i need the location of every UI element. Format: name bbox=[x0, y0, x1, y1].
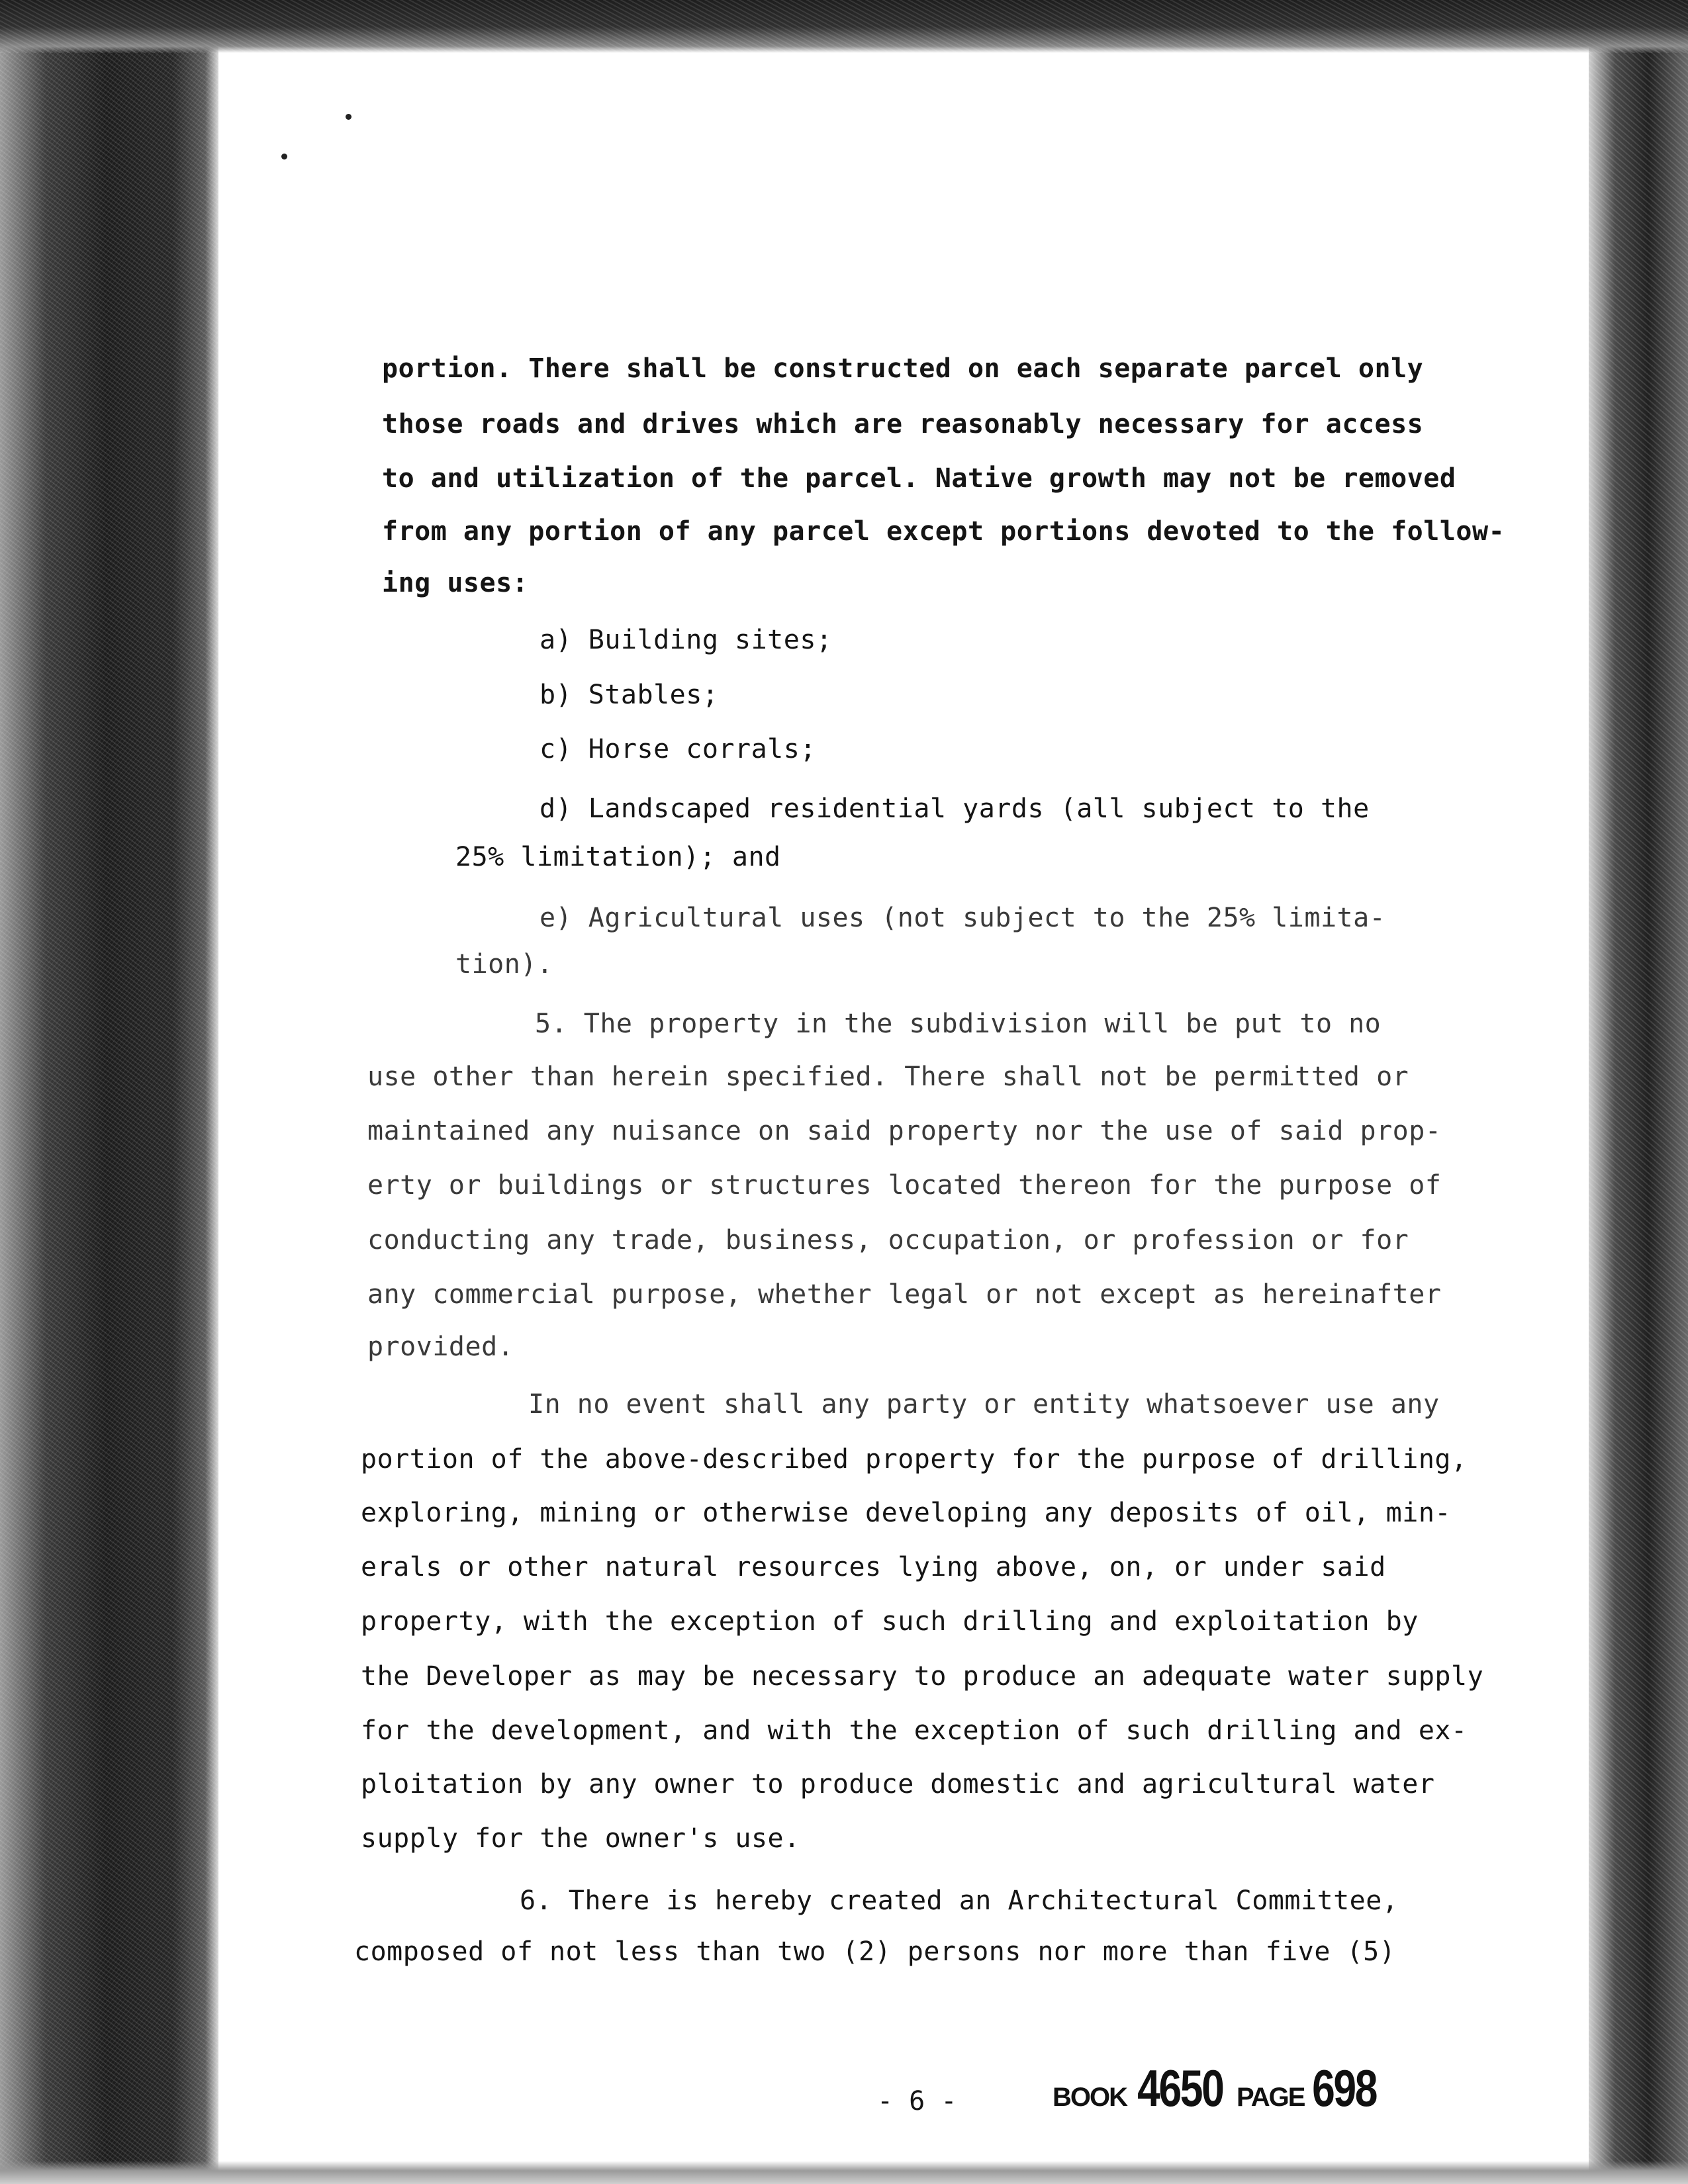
scan-speck bbox=[346, 114, 352, 120]
text-line: those roads and drives which are reasonably necessary for access bbox=[382, 409, 1424, 439]
scan-border-top bbox=[0, 0, 1688, 53]
scan-border-bottom bbox=[0, 2161, 1688, 2184]
stamp-book-number: 4650 bbox=[1137, 2059, 1223, 2117]
text-line: for the development, and with the exception of such drilling and ex- bbox=[361, 1715, 1468, 1746]
text-line: exploring, mining or otherwise developing any deposits of oil, min- bbox=[361, 1498, 1451, 1528]
list-item: d) Landscaped residential yards (all subject to the bbox=[539, 794, 1370, 824]
text-line: erty or buildings or structures located thereon for the purpose of bbox=[367, 1170, 1442, 1201]
list-item: e) Agricultural uses (not subject to the 25% limita- bbox=[539, 903, 1386, 933]
list-item: 25% limitation); and bbox=[455, 842, 781, 872]
text-line: ing uses: bbox=[382, 568, 529, 598]
text-line: to and utilization of the parcel. Native growth may not be removed bbox=[382, 463, 1456, 494]
text-line: from any portion of any parcel except portions devoted to the follow- bbox=[382, 516, 1505, 547]
text-line: maintained any nuisance on said property nor the use of said prop- bbox=[367, 1116, 1442, 1146]
text-line: 6. There is hereby created an Architectural Committee, bbox=[520, 1886, 1399, 1916]
list-item: c) Horse corrals; bbox=[539, 734, 816, 764]
text-line: any commercial purpose, whether legal or not except as hereinafter bbox=[367, 1279, 1442, 1310]
text-line: In no event shall any party or entity whatsoever use any bbox=[528, 1389, 1440, 1420]
stamp-book-label: BOOK bbox=[1053, 2083, 1127, 2112]
text-line: the Developer as may be necessary to produce an adequate water supply bbox=[361, 1661, 1484, 1692]
stamp-page-label: PAGE bbox=[1236, 2083, 1305, 2112]
scan-border-right bbox=[1589, 0, 1688, 2184]
text-line: provided. bbox=[367, 1332, 514, 1362]
text-line: erals or other natural resources lying above, on, or under said bbox=[361, 1552, 1386, 1582]
text-line: portion. There shall be constructed on each separate parcel only bbox=[382, 353, 1424, 384]
text-line: supply for the owner's use. bbox=[361, 1823, 800, 1854]
stamp-page-number: 698 bbox=[1312, 2059, 1377, 2117]
text-line: 5. The property in the subdivision will be put to no bbox=[535, 1009, 1382, 1039]
scan-speck bbox=[281, 154, 287, 159]
scan-border-left bbox=[0, 0, 218, 2184]
text-line: use other than herein specified. There shall not be permitted or bbox=[367, 1062, 1409, 1092]
text-line: conducting any trade, business, occupation, or profession or for bbox=[367, 1225, 1409, 1255]
text-line: portion of the above-described property for the purpose of drilling, bbox=[361, 1444, 1468, 1475]
page-number: - 6 - bbox=[877, 2086, 957, 2116]
text-line: ploitation by any owner to produce domestic and agricultural water bbox=[361, 1769, 1435, 1799]
list-item: b) Stables; bbox=[539, 680, 719, 710]
book-page-stamp bbox=[1053, 2058, 1385, 2118]
text-line: composed of not less than two (2) persons nor more than five (5) bbox=[354, 1936, 1396, 1967]
text-line: property, with the exception of such drilling and exploitation by bbox=[361, 1606, 1419, 1637]
list-item: tion). bbox=[455, 949, 553, 979]
list-item: a) Building sites; bbox=[539, 625, 833, 655]
